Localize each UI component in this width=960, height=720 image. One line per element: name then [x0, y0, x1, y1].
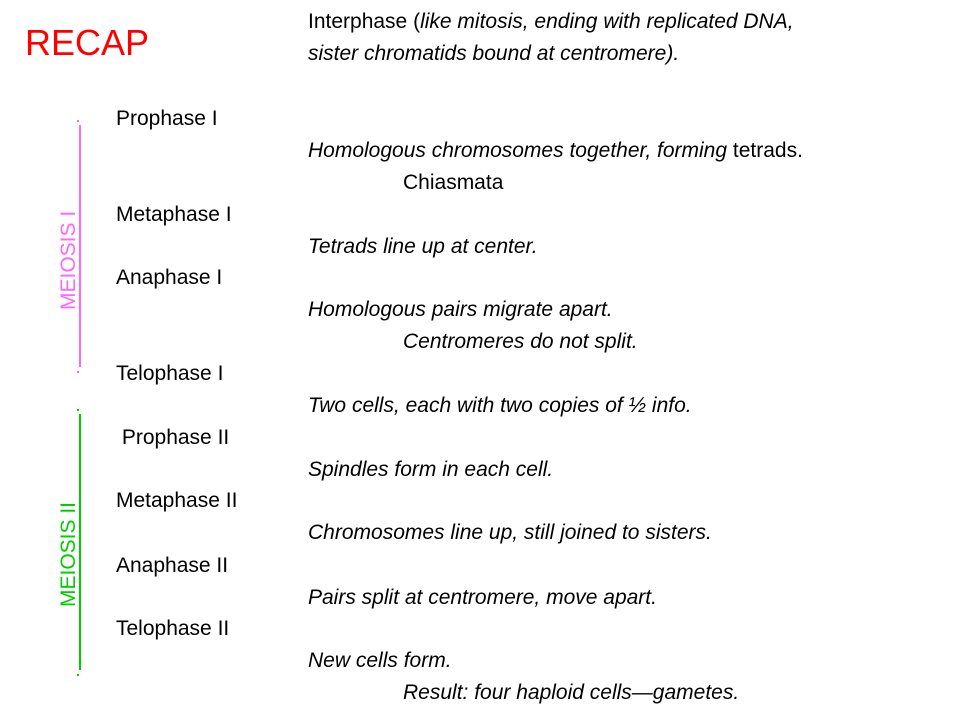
phase-prophase-1: Prophase I — [116, 107, 218, 130]
desc-anaphase-1: Homologous pairs migrate apart. — [308, 298, 613, 321]
phase-metaphase-2: Metaphase II — [116, 489, 238, 512]
meiosis-2-tick-top — [77, 409, 79, 411]
desc-prophase-1-plain: tetrads. — [727, 139, 803, 162]
desc-prophase-1 — [308, 139, 803, 163]
phase-anaphase-1: Anaphase I — [116, 266, 223, 289]
desc-metaphase-2: Chromosomes line up, still joined to sisters. — [308, 521, 712, 544]
desc-prophase-2: Spindles form in each cell. — [308, 458, 554, 481]
desc-anaphase-2: Pairs split at centromere, move apart. — [308, 586, 657, 609]
interphase-desc-1: like mitosis, ending with replicated DNA, — [420, 10, 794, 33]
desc-telophase-2: New cells form. — [308, 649, 452, 672]
desc-telophase-2-sub: Result: four haploid cells—gametes. — [403, 681, 740, 704]
phase-prophase-2: Prophase II — [116, 426, 230, 449]
interphase-label: Interphase ( — [308, 10, 421, 33]
page-title: RECAP — [25, 22, 150, 63]
desc-prophase-1-italic: Homologous chromosomes together, forming — [308, 139, 728, 162]
phase-anaphase-2: Anaphase II — [116, 554, 229, 577]
desc-metaphase-1: Tetrads line up at center. — [308, 235, 538, 258]
meiosis-1-tick-top — [77, 120, 79, 122]
phase-telophase-1: Telophase I — [116, 362, 224, 385]
phase-metaphase-1: Metaphase I — [116, 203, 232, 226]
meiosis-2-tick-bottom — [77, 674, 79, 676]
desc-anaphase-1-sub: Centromeres do not split. — [403, 330, 638, 353]
meiosis-1-label: MEIOSIS I — [57, 210, 80, 310]
desc-telophase-1: Two cells, each with two copies of ½ info. — [308, 394, 692, 417]
phase-telophase-2: Telophase II — [116, 617, 230, 640]
interphase-line-2: sister chromatids bound at centromere). — [308, 42, 680, 65]
meiosis-1-tick-bottom — [77, 371, 79, 373]
meiosis-2-label: MEIOSIS II — [57, 501, 80, 607]
desc-prophase-1-sub: Chiasmata — [403, 171, 504, 194]
interphase-line-1 — [308, 10, 794, 34]
